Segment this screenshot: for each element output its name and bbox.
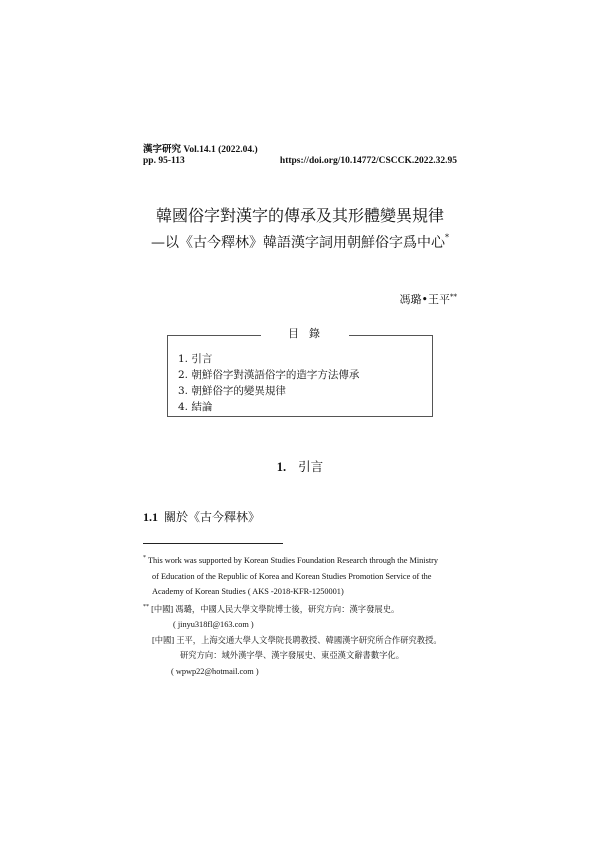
section-heading bbox=[0, 457, 600, 475]
author-footnote-mark[interactable]: ** bbox=[450, 293, 457, 301]
subtitle-text: —以《古今釋林》韓語漢字詞用朝鮮俗字爲中心 bbox=[151, 235, 445, 251]
footnote-1-mark: * bbox=[143, 555, 146, 561]
paper-subtitle bbox=[0, 232, 600, 252]
toc-item-inheritance[interactable]: 2. 朝鮮俗字對漢語俗字的造字方法傳承 bbox=[178, 369, 360, 381]
section-title: 引言 bbox=[298, 459, 324, 474]
subsection-heading bbox=[143, 508, 260, 525]
subsection-title: 關於《古今釋林》 bbox=[164, 510, 261, 524]
subsection-number: 1.1 bbox=[143, 510, 158, 524]
section-number: 1. bbox=[276, 460, 287, 474]
toc-item-conclusion[interactable]: 4. 結論 bbox=[178, 401, 213, 413]
footnotes bbox=[143, 551, 463, 679]
footnote-2-line: 研究方向：域外漢字學、漢字發展史、東亞漢文辭書數字化。 bbox=[180, 651, 405, 660]
footnote-2-email[interactable]: ( jinyu318fl@163.com ) bbox=[173, 620, 254, 629]
footnote-2-line bbox=[143, 600, 463, 618]
footnote-2-text: [中國] 馮璐，中國人民大學文學院博士後，研究方向：漢字發展史。 bbox=[151, 604, 400, 614]
footnote-1-line: Academy of Korean Studies ( AKS -2018-KFR-1250001) bbox=[152, 587, 344, 596]
footnote-1-line bbox=[143, 551, 463, 569]
toc-list bbox=[178, 351, 359, 415]
toc-item-introduction[interactable]: 1. 引言 bbox=[178, 353, 213, 365]
footnote-divider bbox=[143, 543, 283, 544]
doi-link[interactable]: https://doi.org/10.14772/CSCCK.2022.32.95 bbox=[279, 156, 457, 166]
paper-title: 韓國俗字對漢字的傳承及其形體變異規律 bbox=[155, 206, 444, 225]
page-range: pp. 95-113 bbox=[143, 156, 185, 166]
footnote-2-mark: ** bbox=[143, 603, 149, 610]
author-names: 馮璐•王平 bbox=[399, 293, 450, 306]
journal-info: 漢字研究 Vol.14.1 (2022.04.) bbox=[143, 145, 258, 155]
footnote-2-email[interactable]: ( wpwp22@hotmail.com ) bbox=[171, 666, 259, 676]
author-line bbox=[400, 291, 458, 307]
footnote-1-line: of Education of the Republic of Korea and Korean Studies Promotion Service of the bbox=[152, 571, 432, 581]
footnote-2-line: [中國] 王平，上海交通大學人文學院長聘教授、韓國漢字研究所合作研究教授。 bbox=[152, 635, 442, 645]
subtitle-footnote-mark[interactable]: * bbox=[445, 233, 449, 242]
footnote-1-text: This work was supported by Korean Studies Foundation Research through the Ministry bbox=[147, 556, 439, 565]
toc-title: 目錄 bbox=[261, 325, 349, 341]
toc-item-variation[interactable]: 3. 朝鮮俗字的變異規律 bbox=[178, 385, 286, 397]
